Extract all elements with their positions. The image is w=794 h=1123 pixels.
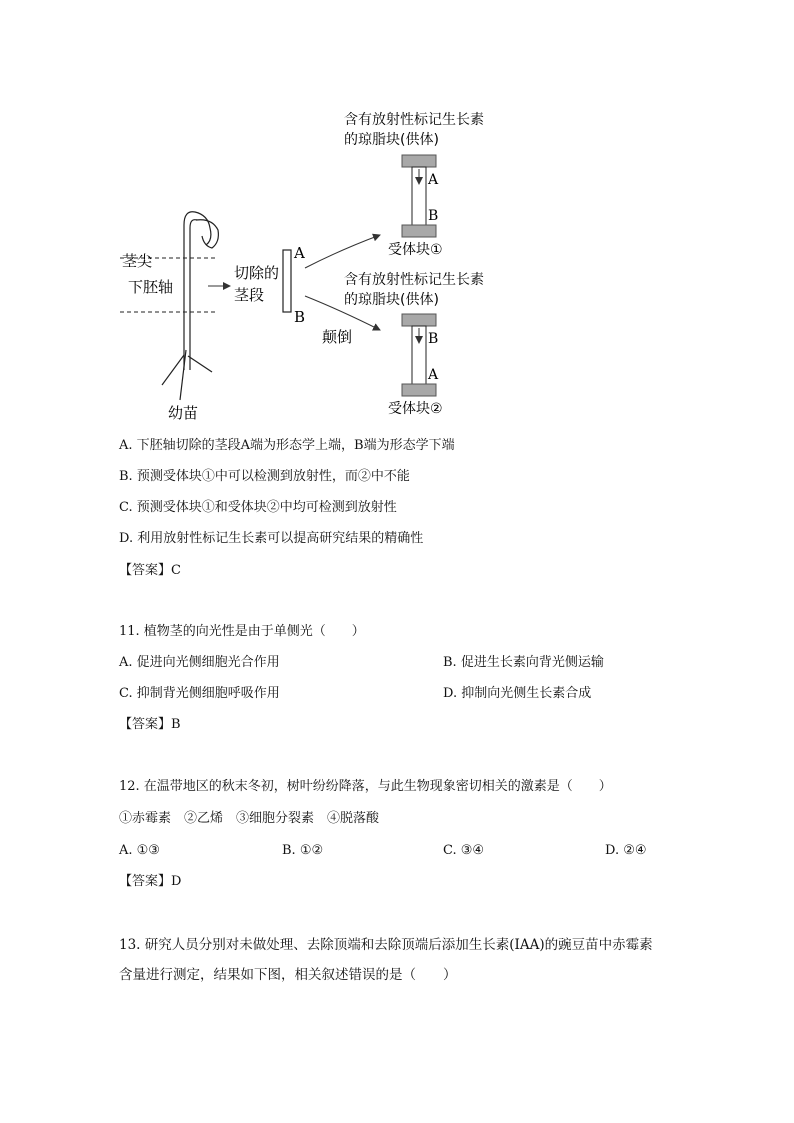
segment-label-b: B <box>294 308 306 326</box>
q12-option-b: B. ①② <box>282 843 324 858</box>
label-b-top: B <box>428 208 439 224</box>
receiver-block-1 <box>402 225 436 237</box>
q13-stem-line-2: 含量进行测定，结果如下图，相关叙述错误的是（ ） <box>119 967 457 983</box>
donor-block-bottom <box>402 314 436 326</box>
receiver-1-label: 受体块① <box>388 242 443 258</box>
label-b-bottom: B <box>428 331 439 347</box>
donor-top-label-1: 含有放射性标记生长素 <box>344 112 484 128</box>
q11-answer: 【答案】B <box>119 717 181 732</box>
q11-option-b: B. 促进生长素向背光侧运输 <box>443 655 604 670</box>
arrow-to-top <box>305 235 380 268</box>
stem-tip-label: 茎尖 <box>122 252 153 270</box>
q10-option-d: D. 利用放射性标记生长素可以提高研究结果的精确性 <box>119 531 424 546</box>
q12-option-a: A. ①③ <box>119 843 160 858</box>
donor-bottom-label-1: 含有放射性标记生长素 <box>344 272 484 288</box>
auxin-transport-figure <box>100 100 560 430</box>
q10-option-a: A. 下胚轴切除的茎段A端为形态学上端，B端为形态学下端 <box>119 438 455 453</box>
q11-option-c: C. 抑制背光侧细胞呼吸作用 <box>119 686 280 701</box>
receiver-2-label: 受体块② <box>388 401 443 417</box>
q13-stem-line-1: 13. 研究人员分别对未做处理、去除顶端和去除顶端后添加生长素(IAA)的豌豆苗中赤霉素 <box>119 937 653 953</box>
invert-label: 颠倒 <box>322 328 353 346</box>
q12-answer: 【答案】D <box>119 874 182 889</box>
q12-option-c: C. ③④ <box>443 843 485 858</box>
q10-answer: 【答案】C <box>119 563 181 578</box>
q11-option-a: A. 促进向光侧细胞光合作用 <box>119 655 280 670</box>
label-a-top: A <box>428 172 439 188</box>
seedling-drawing <box>162 212 218 400</box>
hypocotyl-label: 下胚轴 <box>128 278 174 296</box>
donor-top-label-2: 的琼脂块(供体) <box>344 132 439 148</box>
seedling-label: 幼苗 <box>168 404 199 422</box>
q10-option-b: B. 预测受体块①中可以检测到放射性，而②中不能 <box>119 469 410 484</box>
q10-option-c: C. 预测受体块①和受体块②中均可检测到放射性 <box>119 500 397 515</box>
q11-stem: 11. 植物茎的向光性是由于单侧光（ ） <box>119 624 365 639</box>
cut-segment <box>283 250 291 312</box>
q12-stem: 12. 在温带地区的秋末冬初，树叶纷纷降落，与此生物现象密切相关的激素是（ ） <box>119 779 612 794</box>
cut-segment-label-2: 茎段 <box>234 286 265 304</box>
receiver-block-2 <box>402 384 436 396</box>
q12-items: ①赤霉素 ②乙烯 ③细胞分裂素 ④脱落酸 <box>119 811 380 826</box>
donor-bottom-label-2: 的琼脂块(供体) <box>344 292 439 308</box>
label-a-bottom: A <box>428 367 439 383</box>
cut-segment-label-1: 切除的 <box>234 264 280 282</box>
donor-block-top <box>402 155 436 167</box>
q12-option-d: D. ②④ <box>605 843 647 858</box>
q11-option-d: D. 抑制向光侧生长素合成 <box>443 686 592 701</box>
segment-label-a: A <box>294 244 305 262</box>
